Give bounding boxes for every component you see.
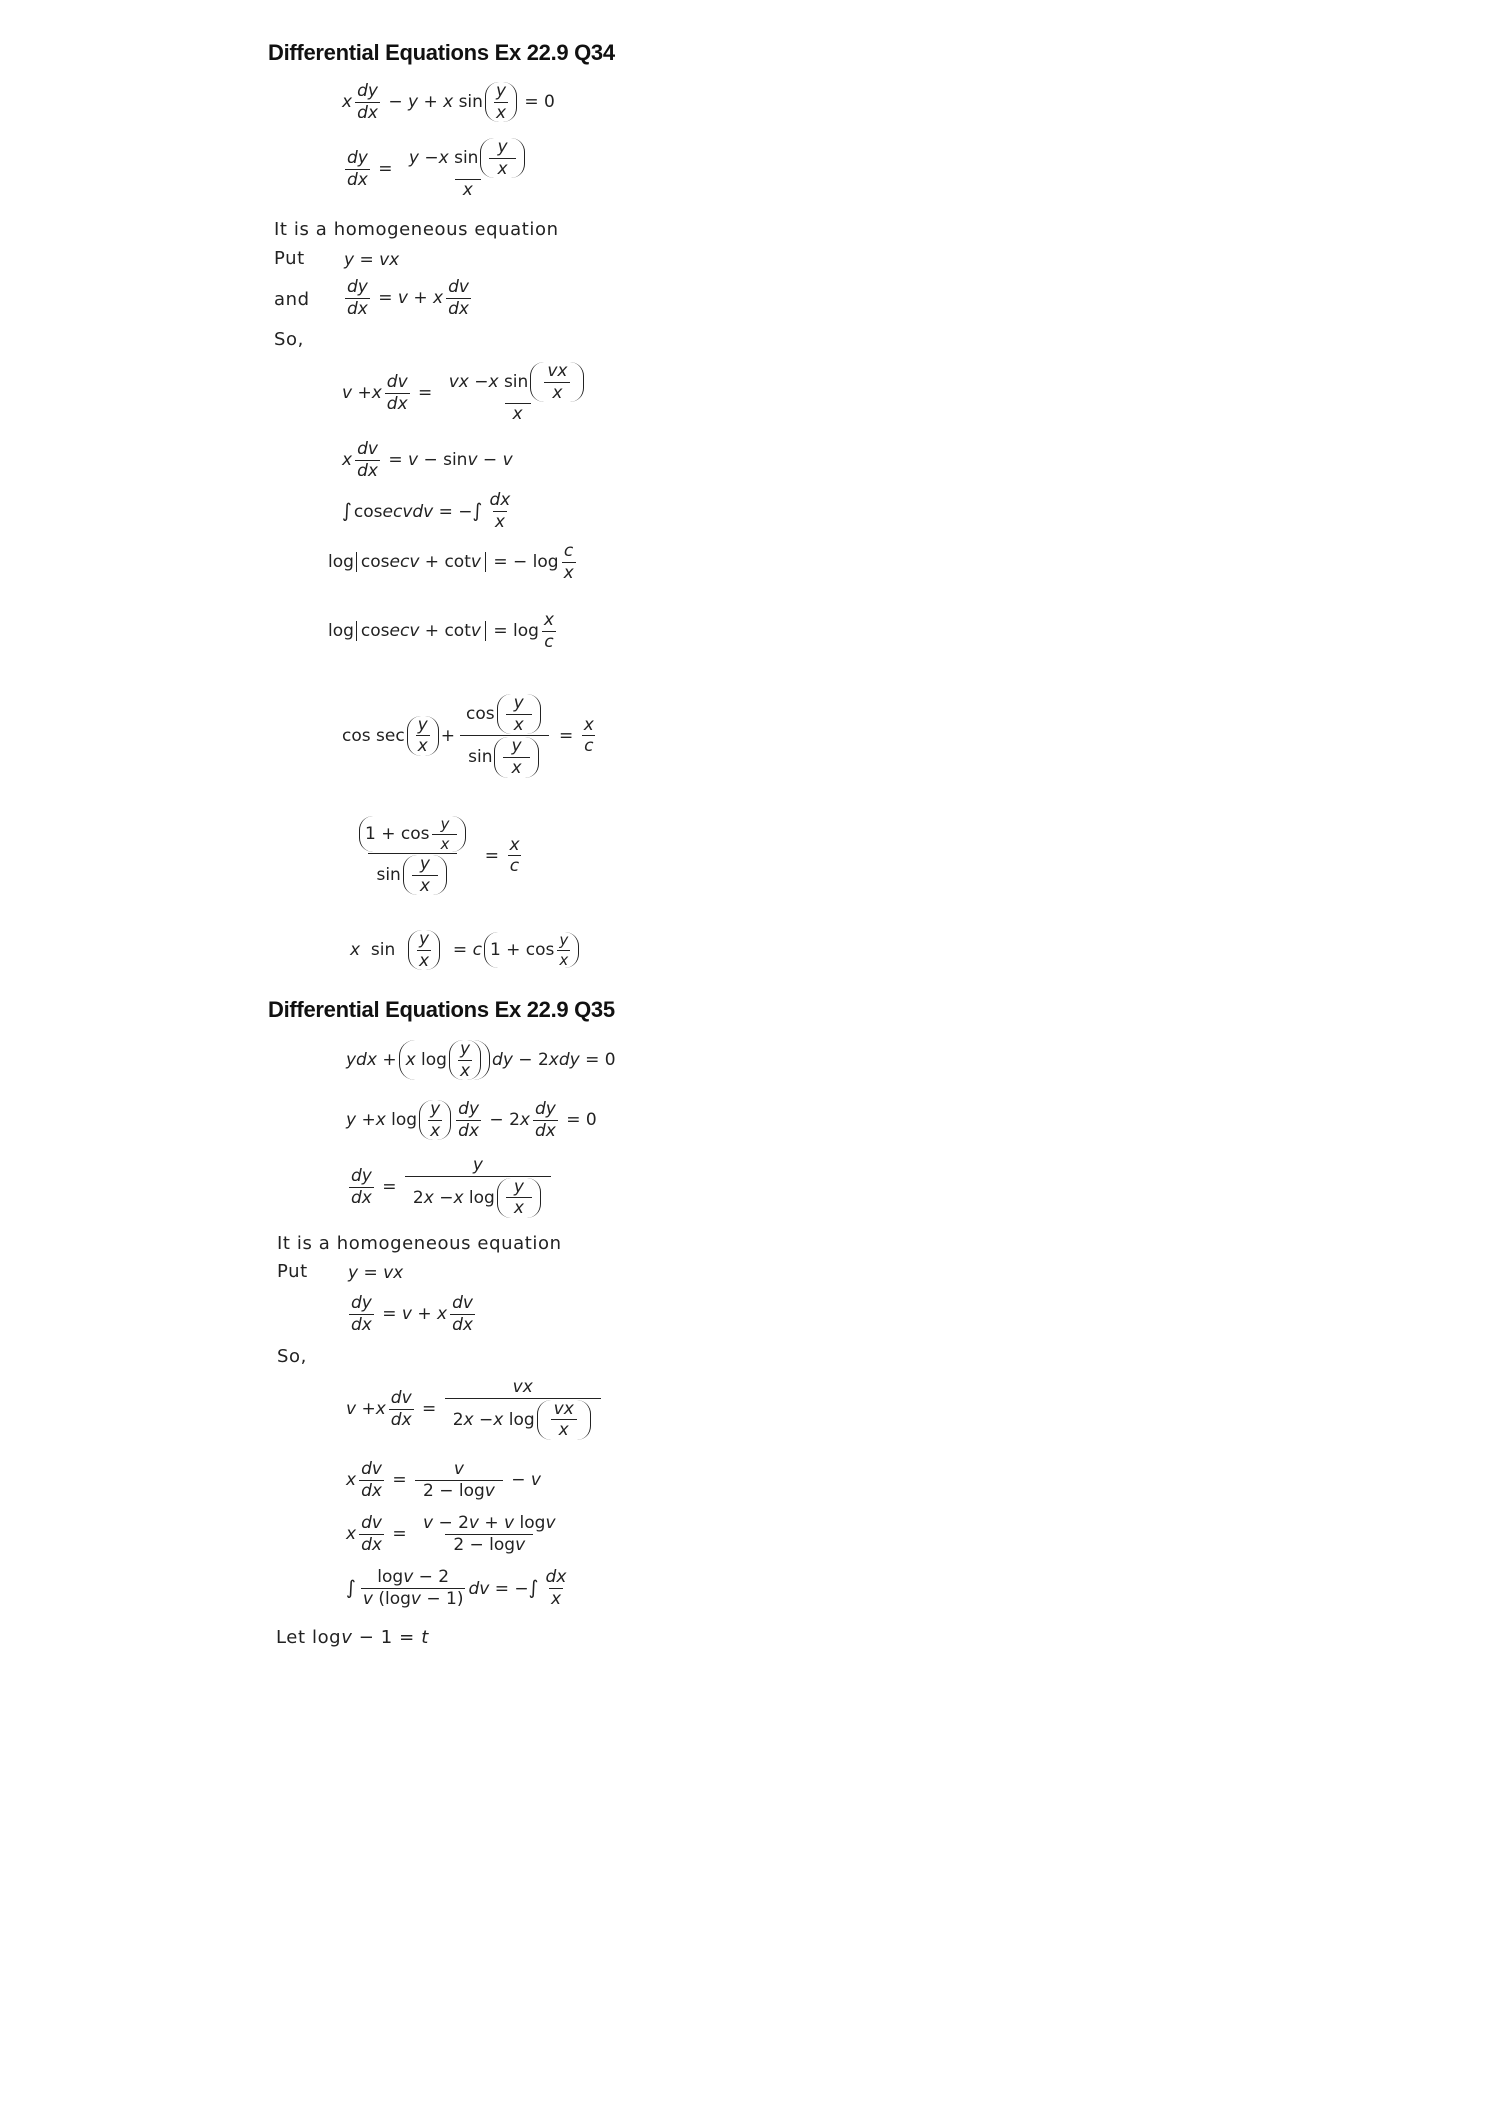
q35-equation-1: ydx + x log $\frac{y}{x}$ dy − 2xdy = 0	[346, 1039, 616, 1081]
q34-equation-1: x $\frac{dy}{dx}$ − y + x sin $\frac{y}{x}$ = 0	[342, 81, 555, 123]
q35-derivative-substitution: $\frac{dy}{dx}$ = v + x $\frac{dv}{dx}$	[351, 1293, 473, 1335]
q34-equation-5: ∫ cosecvdv = −∫ $\frac{dx}{x}$	[342, 490, 511, 532]
q35-homogeneous-text: It is a homogeneous equation	[277, 1233, 562, 1254]
q35-equation-6: x $\frac{dv}{dx}$ = $\frac{\text{v − 2v + v logv}}{2 - \log v}$	[346, 1513, 556, 1555]
q34-equation-6: log cosecv + cotv = − log $\frac{c}{x}$	[328, 541, 574, 583]
q35-so-label: So,	[277, 1346, 307, 1367]
q34-equation-3: v + x $\frac{dv}{dx}$ = vx − x sin $\frac{vx}{x}$ x	[342, 362, 597, 424]
q34-so-label: So,	[274, 329, 304, 350]
q35-let-line: Let logv − 1 = t	[276, 1627, 429, 1648]
q35-equation-2: y + x log $\frac{y}{x}$ $\frac{dy}{dx}$ − 2x $\frac{dy}{dx}$ = 0	[346, 1099, 597, 1141]
q34-put-label: Put	[274, 248, 305, 269]
q34-final-answer: x sin $\frac{y}{x}$ = c 1 + cos $\frac{y}{x}$	[350, 930, 581, 970]
q34-derivative-substitution: $\frac{dy}{dx}$ = v + x $\frac{dv}{dx}$	[347, 277, 469, 319]
q34-equation-2: $\frac{dy}{dx}$ = y − x sin $\frac{y}{x}$ x	[342, 138, 538, 200]
q35-equation-4: v + x $\frac{dv}{dx}$ = vx 2 x − x log $\frac{vx}{x}$	[346, 1378, 604, 1440]
q34-homogeneous-text: It is a homogeneous equation	[274, 219, 559, 240]
q34-substitution: y = vx	[344, 250, 400, 270]
q34-equation-4: x $\frac{dv}{dx}$ = v − sinv − v	[342, 439, 513, 481]
q35-substitution: y = vx	[348, 1263, 404, 1283]
q34-equation-7: log cosecv + cotv = log $\frac{x}{c}$	[328, 610, 554, 652]
q35-equation-5: x $\frac{dv}{dx}$ = $\frac{v}{2 - \log v}$ − v	[346, 1459, 541, 1501]
question-heading-q35: Differential Equations Ex 22.9 Q35	[268, 997, 615, 1022]
q34-equation-9: 1 + cos $\frac{y}{x}$ sin $\frac{y}{x}$ = $\frac{x}{c}$	[346, 816, 525, 895]
q35-let-label: Let log	[276, 1627, 342, 1648]
q34-equation-8: cos sec $\frac{y}{x}$ + cos $\frac{y}{x}$ sin $\frac{y}{x}$ = $\frac{x}{c}$	[342, 693, 594, 779]
q35-put-label: Put	[277, 1261, 308, 1282]
q34-and-label: and	[274, 289, 310, 310]
q35-equation-3: $\frac{dy}{dx}$ = y 2 x − x log $\frac{y}{x}$	[346, 1156, 554, 1218]
q35-equation-7: ∫ $\frac{\log v - 2}{v (\log v - 1)}$ dv = −∫ $\frac{dx}{x}$	[346, 1567, 567, 1609]
question-heading-q34: Differential Equations Ex 22.9 Q34	[268, 40, 615, 65]
